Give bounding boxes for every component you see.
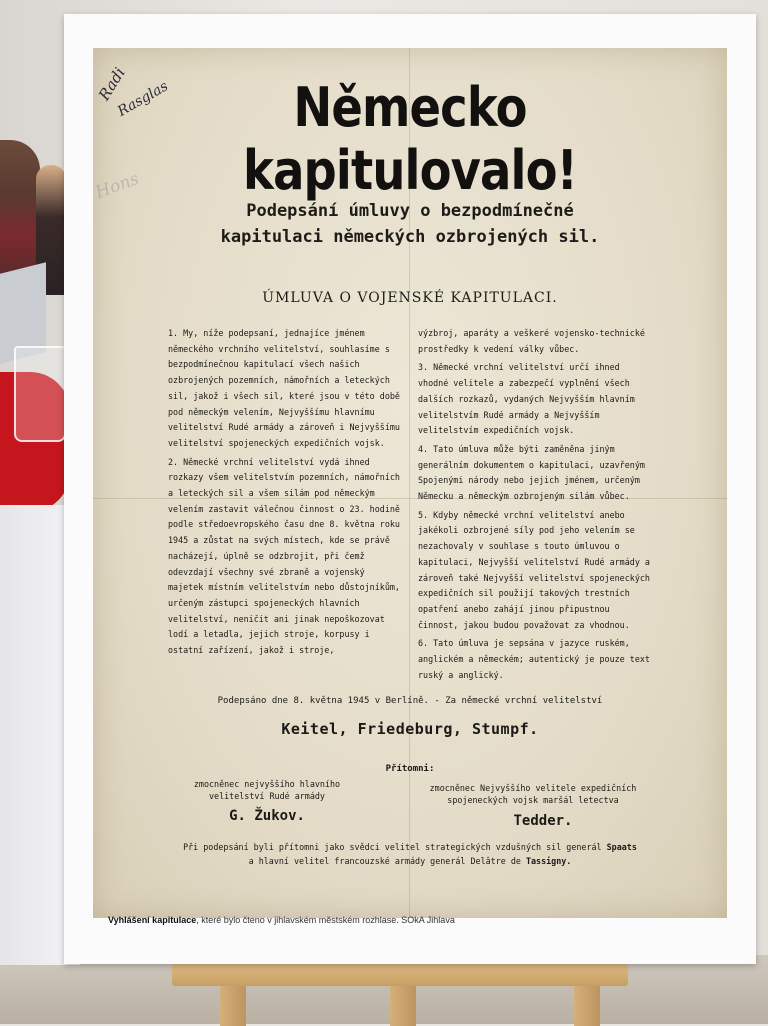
historical-poster [93,48,727,918]
right-text-column [418,326,654,686]
present-label: Přítomni: [385,764,435,774]
drinking-glass [14,346,66,442]
signing-date-place: Podepsáno dne 8. května 1945 v Berlíně. - Za německé vrchní velitelství [217,696,603,706]
article-6: 6. Tato úmluva je sepsána v jazyce ruském, anglickém a německém; autentický je pouze text ruský a anglický. [418,638,650,680]
article-3: 3. Německé vrchní velitelství určí ihned vhodné velitele a zabezpečí vyplnění všech dalších rozkazů, vydaných Nejvyšším hlavním velitelstvím Rudé armády a Nejvyšším velitelstvím expedičních vojsk. [418,362,635,436]
soviet-representative-name: G. Žukov. [229,808,305,824]
caption-text: , které bylo čteno v jihlavském městském rozhlase. SOkA Jihlava [196,915,455,925]
faded-stamp: Hons [92,168,142,204]
article-4: 4. Tato úmluva může býti zaměněna jiným generálním dokumentem o kapitulaci, uzavřeným Spojenými národy nebo jejich jménem, určeným Německu a německým ozbrojeným silám vůbec. [418,443,645,502]
witness-text-2: a hlavní velitel francouzské armády generál Delâtre de [248,856,526,866]
article-1: 1. My, níže podepsaní, jednajíce jménem německého vrchního velitelství, souhlasíme s bezpodmínečnou kapitulací všech našich ozbrojených pozemních, námořních a leteckých sil, jakož i všech sil, které jsou v této době pod německým velením, Nejvyššímu hlavnímu velitelství Rudé armády a zároveň i Nejvyššímu velitelství spojeneckých expedičních vojsk. [168,328,400,448]
soviet-representative-title: zmocněnec nejvyššího hlavního velitelství Rudé armády [193,779,341,801]
subheading-line-2: kapitulaci německých ozbrojených sil. [220,227,600,247]
witnesses-statement [153,840,667,868]
easel-leg-left [220,986,246,1026]
article-5: 5. Kdyby německé vrchní velitelství anebo jakékoli ozbrojené síly pod jeho velením se nezachovaly v souhlase s touto úmluvou o kapitulaci, Nejvyšší velitelství Rudé armády a zároveň také Nejvyšší velitelství spojeneckých expedičních sil použijí takových trestních opatření anebo zahájí jinou připustnou činnost, jakou budou považovat za vhodnou. [418,509,650,630]
easel-leg-center [390,986,416,1026]
left-text-column [168,326,404,662]
easel-leg-right [574,986,600,1026]
handwritten-note-1: Radi [95,64,129,104]
allied-representative-name: Tedder. [513,813,573,829]
witness-name-2: Tassigny. [525,856,572,866]
poster-headline: Německo kapitulovalo! [243,76,577,202]
exhibit-caption [108,915,668,925]
german-signatories: Keitel, Friedeburg, Stumpf. [281,720,539,738]
witness-text-1: Při podepsání byli přítomni jako svědci velitel strategických vzdušných sil generál [183,842,607,852]
handwritten-note-2: Rasglas [115,78,171,120]
article-2: 2. Německé vrchní velitelství vydá ihned rozkazy všem velitelstvím pozemních, námořních a leteckých sil a všem silám pod německým velením zastavit válečnou činnost o 23. hodině podle středoevropského času dne 8. května roku 1945 a zůstat na svých místech, kde se právě nacházejí, úplně se odzbrojit, při čemž odevzdají všechny své zbraně a vojenský majetek místním velitelstvím nebo důstojníkům, určeným zástupci spojeneckých hlavních velitelství, neničit ani jinak nepoškozovat lodí a letadla, jejich stroje, korpusy i ostatní zařízení, jakož i stroje, [168,456,400,656]
caption-title: Vyhlášení kapitulace [108,915,197,925]
allied-representative-title: zmocněnec Nejvyššího velitele expedičních spojeneckých vojsk maršál letectva [429,783,637,805]
subheading-line-1: Podepsání úmluvy o bezpodmínečné [246,201,574,221]
section-title: ÚMLUVA O VOJENSKÉ KAPITULACI. [262,290,558,306]
poster-subheading [93,198,727,250]
witness-name-1: Spaats [606,842,637,852]
article-2-continued: výzbroj, aparáty a veškeré vojensko-technické prostředky k vedení války vůbec. [418,328,645,354]
